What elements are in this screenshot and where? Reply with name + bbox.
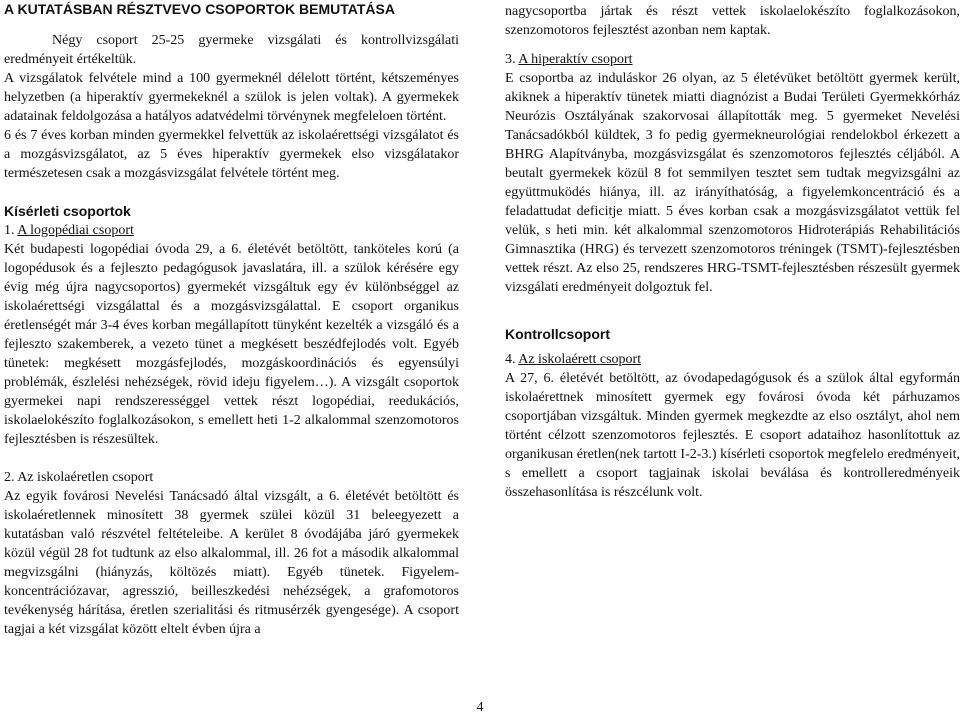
group-2-header — [4, 468, 459, 487]
subheading-control: Kontrollcsoport — [505, 326, 610, 342]
continuation-paragraph: nagycsoportba jártak és részt vettek iskolaelokészíto foglalkozásokon, szenzomotoros fejlesztést azonban nem kaptak. — [505, 4, 960, 38]
paragraph-recording: A vizsgálatok felvétele mind a 100 gyermeknél délelott történt, kétszeményes helyzetben (a hiperaktív gyermekeknél a szülok is jelen voltak). A gyermekek adatainak feldolgozása a hatályos adatvédelmi törvénynek megfeleloen történt. — [4, 71, 459, 124]
group-3-header — [505, 50, 960, 69]
intro-paragraph: Négy csoport 25-25 gyermeke vizsgálati és kontrollvizsgálati eredményeit értékeltük. — [4, 33, 459, 67]
group-3-title: A hiperaktív csoport — [518, 52, 633, 67]
group-1-number: 1. — [4, 223, 15, 238]
group-4-header — [505, 350, 960, 369]
group-2-title: Az iskolaéretlen csoport — [17, 470, 154, 485]
right-column — [505, 2, 960, 502]
group-2-text: Az egyik fovárosi Nevelési Tanácsadó által vizsgált, a 6. életévét betöltött és iskolaéretlennek minosített 38 gyermek szülei közül 31 beleegyezett a kutatásban való részvétel feltételeibe. A kerület 8 óvodájába járó gyermekek közül végül 28 fot tudtunk az elso alkalommal, ill. 26 fot a második alkalommal megvizsgálni (hiányzás, költözés miatt). Egyéb tünetek. Figyelem-koncentrációzavar, agresszió, beilleszkedési nehézségek, a grafomotoros tevékenység hárítása, éretlen szerialitási és ritmusérzék gyengesége). A csoport tagjai a két vizsgálat között eltelt évben újra a — [4, 489, 459, 637]
page-number: 4 — [476, 700, 484, 715]
group-1-header — [4, 221, 459, 240]
group-4-title: Az iskolaérett csoport — [518, 352, 642, 367]
group-3-number: 3. — [505, 52, 516, 67]
subheading-experimental: Kísérleti csoportok — [4, 203, 131, 219]
paragraph-age-tests: 6 és 7 éves korban minden gyermekkel felvettük az iskolaérettségi vizsgálatot és a mozgásvizsgálatot, az 5 éves hiperaktív gyermekek elso vizsgálatakor természetesen csak a mozgásvizsgálat felvétele történt meg. — [4, 128, 459, 181]
group-2-number: 2. — [4, 470, 15, 485]
group-3-text: E csoportba az induláskor 26 olyan, az 5 életévüket betöltött gyermek került, akiknek a hiperaktív tünetek miatti diagnózist a Budai Területi Gyermekkórház Neurózis Osztályának szakorvosai állapították meg. 5 gyermeket Nevelési Tanácsadókból küldtek, 3 fo pedig gyermekneurológiai rendelokbol érkezett a BHRG Alapítványba, mozgásvizsgálat és szenzomotoros fejlesztés céljából. A beutalt gyermekek közül 8 fot semmilyen tesztet sem tudtak megvizsgálni az együttmuködés hiánya, ill. az irányíthatóság, a figyelemkoncentráció és a feladattudat deficitje miatt. 5 éves korban csak a mozgásvizsgálatot vettük fel velük, s heti min. két alkalommal szenzomotoros Hidroterápiás Rehabilitációs Gimnasztika (HRG) és tervezett szenzomotoros tréningek (TSMT)-fejlesztésben vettek részt. Az elso 25, rendszeres HRG-TSMT-fejlesztésben részesült gyermek vizsgálati eredményeit dolgoztuk fel. — [505, 71, 960, 295]
section-heading: A KUTATÁSBAN RÉSZTVEVO CSOPORTOK BEMUTATÁSA — [4, 1, 395, 17]
group-1-title: A logopédiai csoport — [17, 223, 134, 238]
group-1-text: Két budapesti logopédiai óvoda 29, a 6. életévét betöltött, tanköteles korú (a logopédusok és a fejleszto pedagógusok javaslatára, ill. a szülok kérésére egy évig még újra nagycsoportos) gyermekét vizsgáltuk egy év különbséggel az iskolaérettségi vizsgálattal és a mozgásvizsgálattal. E csoport organikus éretlenségét már 3-4 éves korban megállapított tünyként kezelték a vizsgáló és a fejleszto szakemberek, a vezeto tünet a megkésett beszédfejlodés volt. Egyéb tünetek: megkésett mozgásfejlodés, mozgáskoordinációs és egyensúlyi problémák, észlelési nehézségek, rövid ideju figyelem…). A vizsgált csoportok gyermekei napi rendszerességgel vettek részt logopédiai, reedukációs, iskolaelokészíto foglalkozásokon, s emellett heti 1-2 alkalommal szenzomotoros fejlesztésben is részesültek. — [4, 242, 459, 447]
group-4-text: A 27, 6. életévét betöltött, az óvodapedagógusok és a szülok által egyformán iskolaérettnek minosített gyermek egy fovárosi óvoda két párhuzamos csoportjában vizsgáltuk. Minden gyermek megkezdte az elso osztályt, ahol nem történt célzott szenzomotoros fejlesztés. E csoport adataihoz hasonlítottuk az organikusan éretlen(nek tartott I-2-3.) kísérleti csoportok megfelelo eredményeit, s emellett a csoport tagjainak iskolai beválása és kontrolleredményeik összehasonlítása is részcélunk volt. — [505, 371, 960, 500]
group-4-number: 4. — [505, 352, 516, 367]
left-column — [4, 0, 459, 639]
